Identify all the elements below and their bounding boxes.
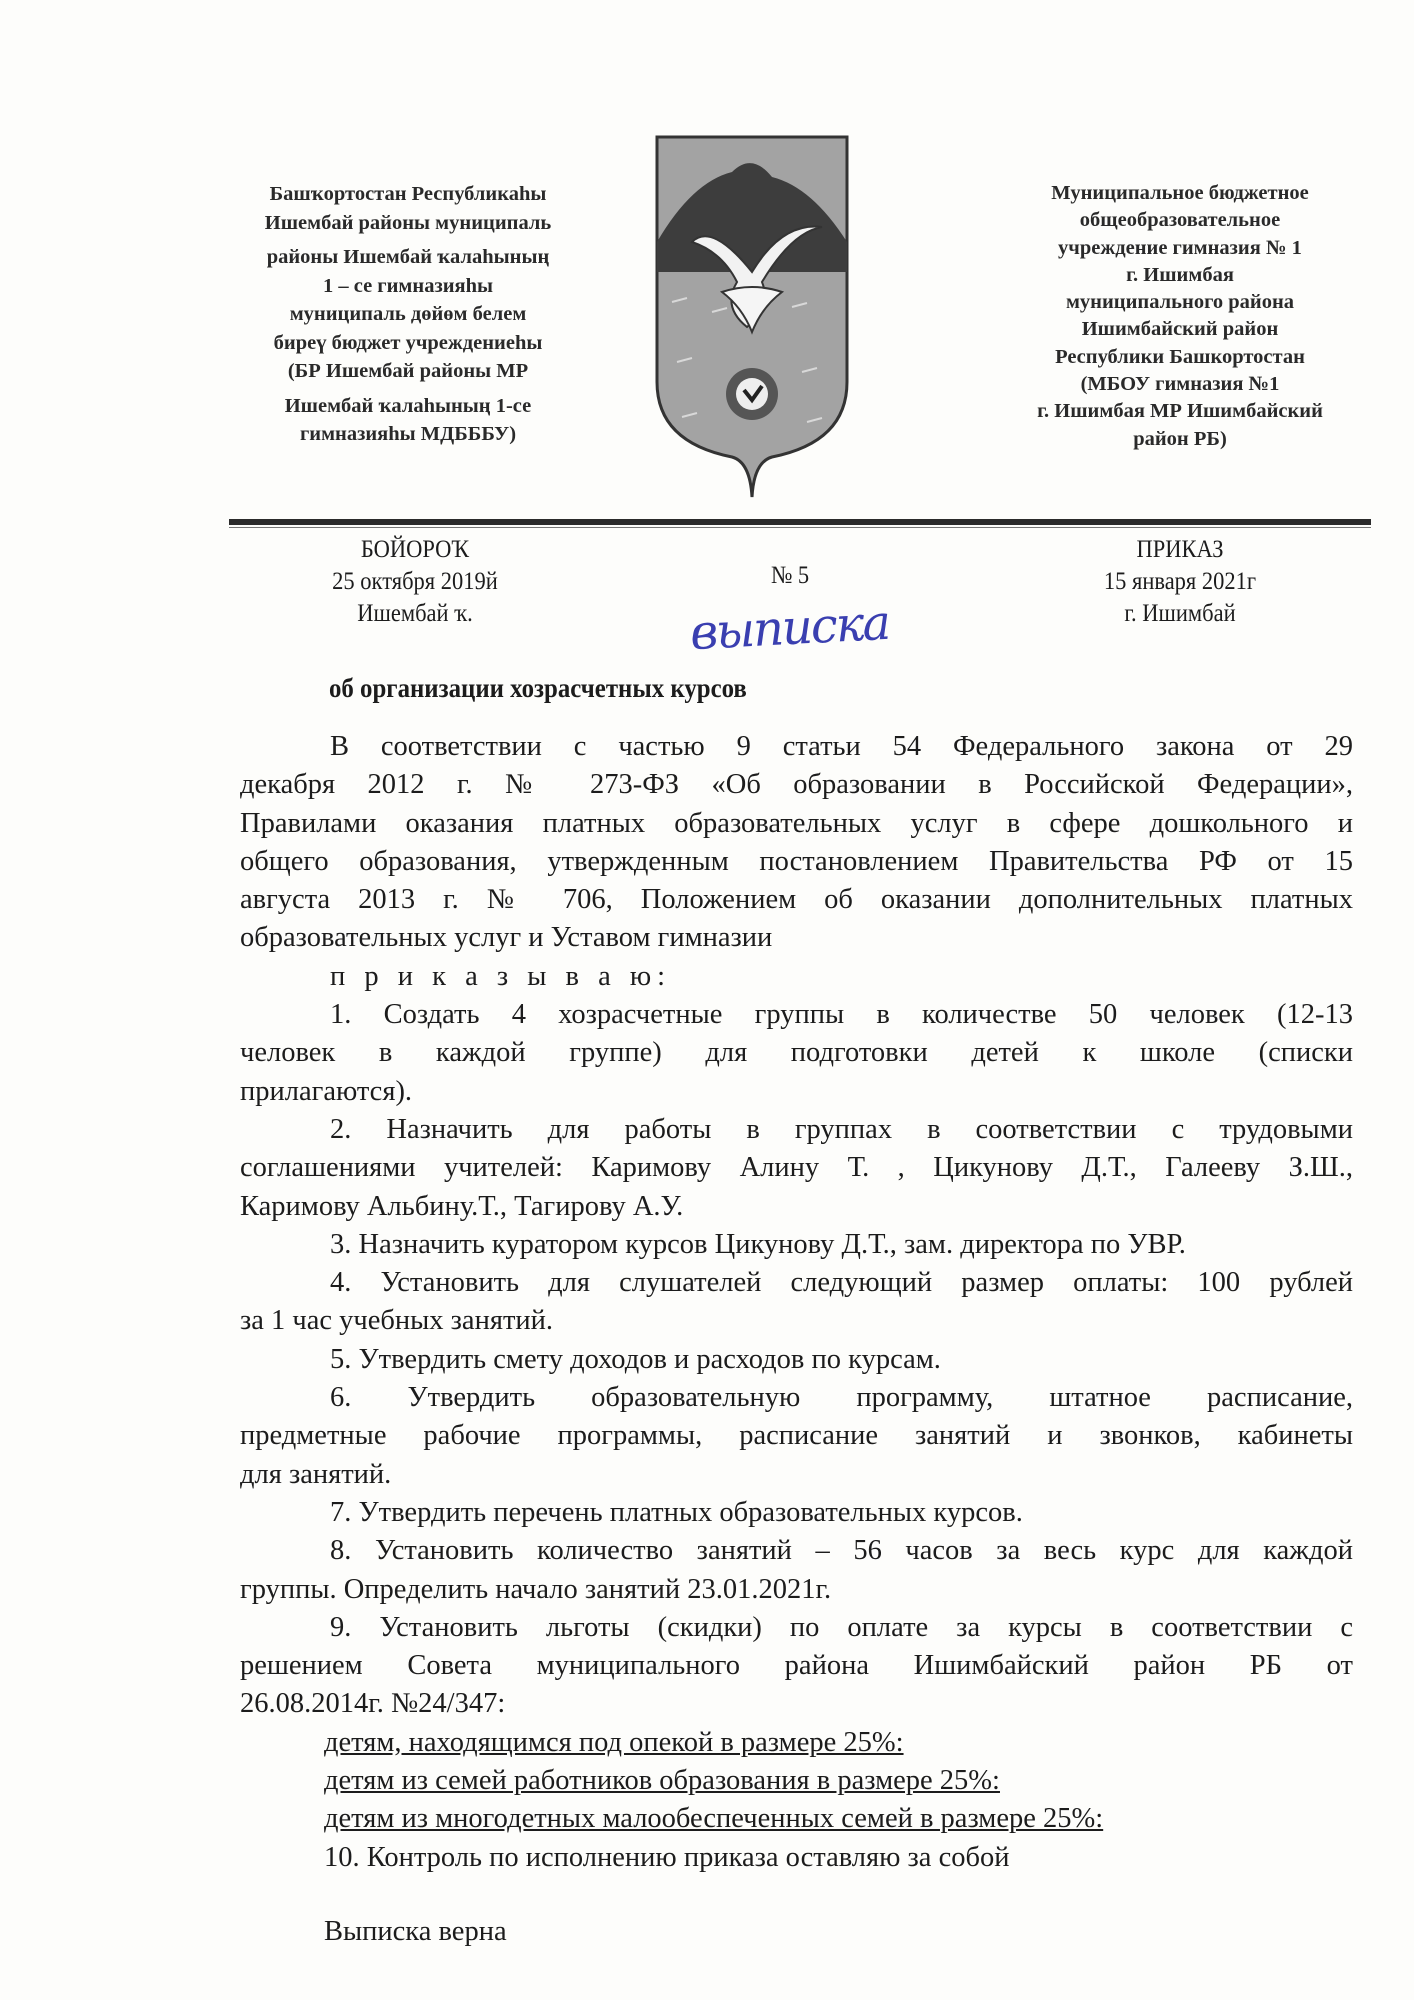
body-line: предметные рабочие программы, расписание занятий и звонков, кабинеты — [240, 1420, 1353, 1452]
header-line: Ишембай ҡалаһының 1-се — [284, 394, 532, 417]
body-line: Правилами оказания платных образовательных услуг в сфере дошкольного и — [240, 807, 1353, 839]
order-verb: п р и к а з ы в а ю: — [330, 960, 672, 992]
header-line: муниципального района — [1065, 291, 1295, 314]
body-line: 7. Утвердить перечень платных образовательных курсов. — [330, 1496, 1023, 1528]
handwritten-extract-mark: выписка — [688, 594, 891, 662]
header-line: г. Ишимбая — [1126, 263, 1234, 286]
header-line: биреү бюджет учреждениеһы — [273, 331, 543, 354]
discount-item: детям, находящимся под опекой в размере 25%: — [324, 1726, 904, 1758]
order-label: БОЙОРОҠ — [360, 536, 470, 563]
header-line: районы Ишембай ҡалаһының — [266, 246, 550, 268]
body-line: 1. Создать 4 хозрасчетные группы в количестве 50 человек (12-13 — [330, 999, 1353, 1031]
order-label: ПРИКАЗ — [1136, 536, 1224, 563]
header-line: район РБ) — [1133, 427, 1227, 450]
item-10: 10. Контроль по исполнению приказа оставляю за собой — [324, 1841, 1010, 1873]
header-divider — [229, 519, 1371, 525]
body-line: прилагаются). — [240, 1075, 413, 1107]
header-line: общеобразовательное — [1079, 209, 1281, 232]
header-line: Муниципальное бюджетное — [1051, 182, 1309, 204]
order-meta-russian — [1036, 534, 1324, 630]
body-line: 3. Назначить куратором курсов Цикунову Д.Т., зам. директора по УВР. — [330, 1228, 1186, 1260]
body-line: 6. Утвердить образовательную программу, штатное расписание, — [330, 1382, 1353, 1414]
header-line: Ишембай районы муниципаль — [264, 211, 552, 234]
header-line: Башҡортостан Республикаһы — [269, 183, 547, 205]
header-divider-thin — [229, 527, 1371, 528]
order-place: г. Ишимбай — [1124, 600, 1236, 627]
body-line: за 1 час учебных занятий. — [240, 1305, 554, 1337]
header-line: Республики Башкортостан — [1055, 345, 1305, 368]
body-line: решением Совета муниципального района Ишимбайский район РБ от — [240, 1650, 1353, 1682]
body-line: группы. Определить начало занятий 23.01.2021г. — [240, 1573, 832, 1605]
body-line: В соответствии с частью 9 статьи 54 Федерального закона от 29 — [330, 731, 1353, 762]
order-date: 15 января 2021г — [1103, 568, 1257, 595]
order-meta-bashkir — [271, 534, 559, 630]
header-line: г. Ишимбая МР Ишимбайский — [1037, 400, 1323, 423]
order-place: Ишембай ҡ. — [357, 600, 473, 627]
coat-of-arms-icon — [652, 132, 852, 502]
header-line: учреждение гимназия № 1 — [1058, 236, 1302, 259]
body-line: общего образования, утвержденным постановлением Правительства РФ от 15 — [240, 845, 1353, 877]
body-line: августа 2013 г. № 706, Положением об оказании дополнительных платных — [240, 884, 1353, 916]
body-line: 2. Назначить для работы в группах в соответствии с трудовыми — [330, 1113, 1353, 1145]
body-line: Каримову Альбину.Т., Тагирову А.У. — [240, 1190, 684, 1222]
body-line: соглашениями учителей: Каримову Алину Т. , Цикунову Д.Т., Галееву З.Ш., — [240, 1152, 1353, 1184]
header-left-bashkir — [218, 180, 598, 449]
document-title: об организации хозрасчетных курсов — [329, 673, 747, 703]
body-line: 8. Установить количество занятий – 56 часов за весь курс для каждой — [330, 1535, 1353, 1567]
body-line: 4. Установить для слушателей следующий размер оплаты: 100 рублей — [330, 1267, 1353, 1299]
order-number: № 5 — [770, 562, 810, 589]
header-line: гимназияһы МДБББУ) — [299, 423, 517, 445]
body-line: для занятий. — [240, 1458, 392, 1490]
body-line: 26.08.2014г. №24/347: — [240, 1688, 506, 1720]
closing-line: Выписка верна — [324, 1915, 507, 1947]
header-line: муниципаль дөйөм белем — [289, 303, 527, 325]
header-line: (МБОУ гимназия №1 — [1080, 373, 1280, 396]
body-line: образовательных услуг и Уставом гимназии — [240, 922, 773, 954]
body-line: 9. Установить льготы (скидки) по оплате за курсы в соответствии с — [330, 1611, 1353, 1643]
body-line: 5. Утвердить смету доходов и расходов по курсам. — [330, 1343, 941, 1375]
body-line: декабря 2012 г. № 273-ФЗ «Об образовании в Российской Федерации», — [240, 769, 1353, 801]
header-line: Ишимбайский район — [1081, 318, 1279, 341]
header-right-russian — [985, 180, 1375, 453]
discount-item: детям из многодетных малообеспеченных семей в размере 25%: — [324, 1803, 1104, 1835]
order-date: 25 октября 2019й — [332, 568, 498, 595]
discount-item: детям из семей работников образования в размере 25%: — [324, 1765, 1000, 1797]
header-line: 1 – се гимназияһы — [322, 274, 494, 297]
body-line: человек в каждой группе) для подготовки детей к школе (списки — [240, 1037, 1353, 1069]
header-line: (БР Ишембай районы МР — [287, 360, 529, 382]
document-body — [240, 728, 1353, 1951]
